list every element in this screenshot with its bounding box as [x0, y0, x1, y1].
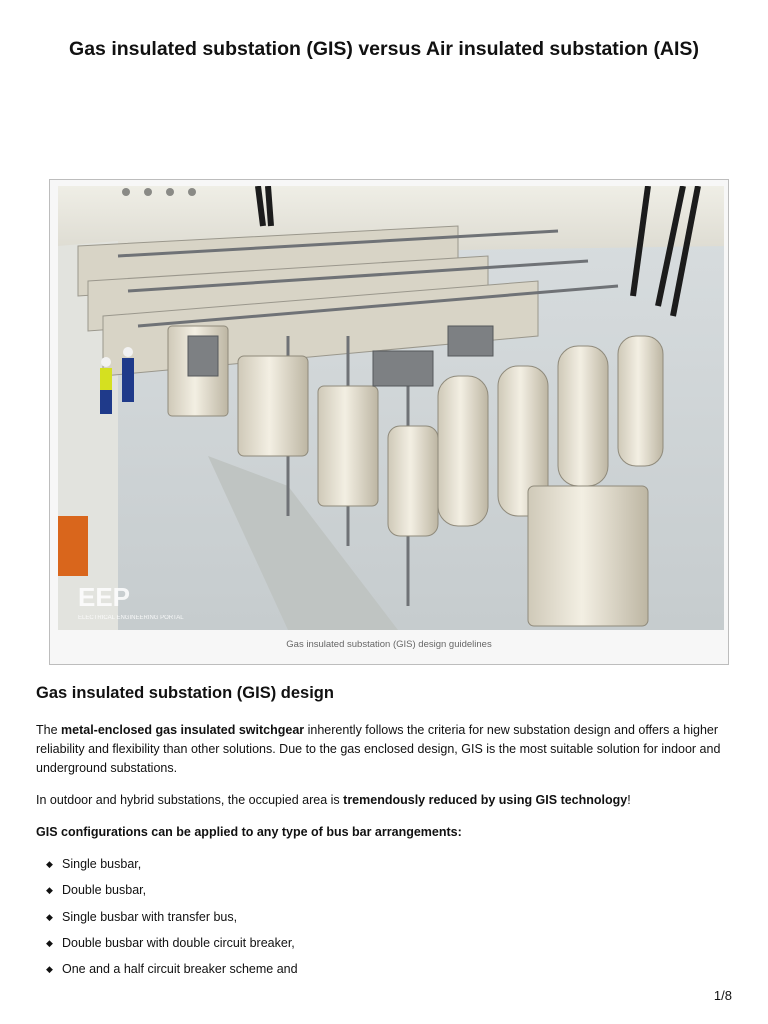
- bullet-icon: ◆: [46, 859, 53, 869]
- bullet-icon: ◆: [46, 937, 53, 948]
- page-title: Gas insulated substation (GIS) versus Air insulated substation (AIS): [69, 38, 699, 60]
- page-number: 1/8: [713, 988, 732, 1003]
- paragraph-3: GIS configurations can be applied to any type of bus bar arrangements:: [36, 825, 462, 839]
- logo-mark: EEP: [78, 582, 131, 612]
- bullet-icon: ◆: [46, 911, 53, 922]
- bullet-icon: ◆: [46, 964, 53, 975]
- list-item: ◆ Single busbar,: [46, 857, 142, 871]
- figure: [49, 179, 729, 665]
- list-item: ◆ One and a half circuit breaker scheme and: [46, 962, 298, 977]
- bullet-icon: ◆: [46, 885, 53, 896]
- gis-hall-photo: [58, 186, 724, 630]
- list-item: ◆ Double busbar,: [46, 883, 147, 898]
- busbar-arrangement-list: [46, 855, 298, 986]
- figure-caption: Gas insulated substation (GIS) design guidelines: [286, 639, 492, 650]
- paragraph-1: The metal-enclosed gas insulated switchgear inherently follows the criteria for new substation design and offers a higher reliability and flexibility than other solutions. Due to the gas enclosed design, GIS is the most suitable solution for indoor and underground substations.: [36, 723, 721, 775]
- logo-subtext: ELECTRICAL ENGINEERING PORTAL: [78, 615, 184, 621]
- section-heading: Gas insulated substation (GIS) design: [36, 684, 334, 702]
- list-item: ◆ Single busbar with transfer bus,: [46, 909, 238, 924]
- paragraph-2: In outdoor and hybrid substations, the occupied area is tremendously reduced by using GIS technology!: [36, 793, 631, 807]
- list-item: ◆ Double busbar with double circuit breaker,: [46, 935, 295, 950]
